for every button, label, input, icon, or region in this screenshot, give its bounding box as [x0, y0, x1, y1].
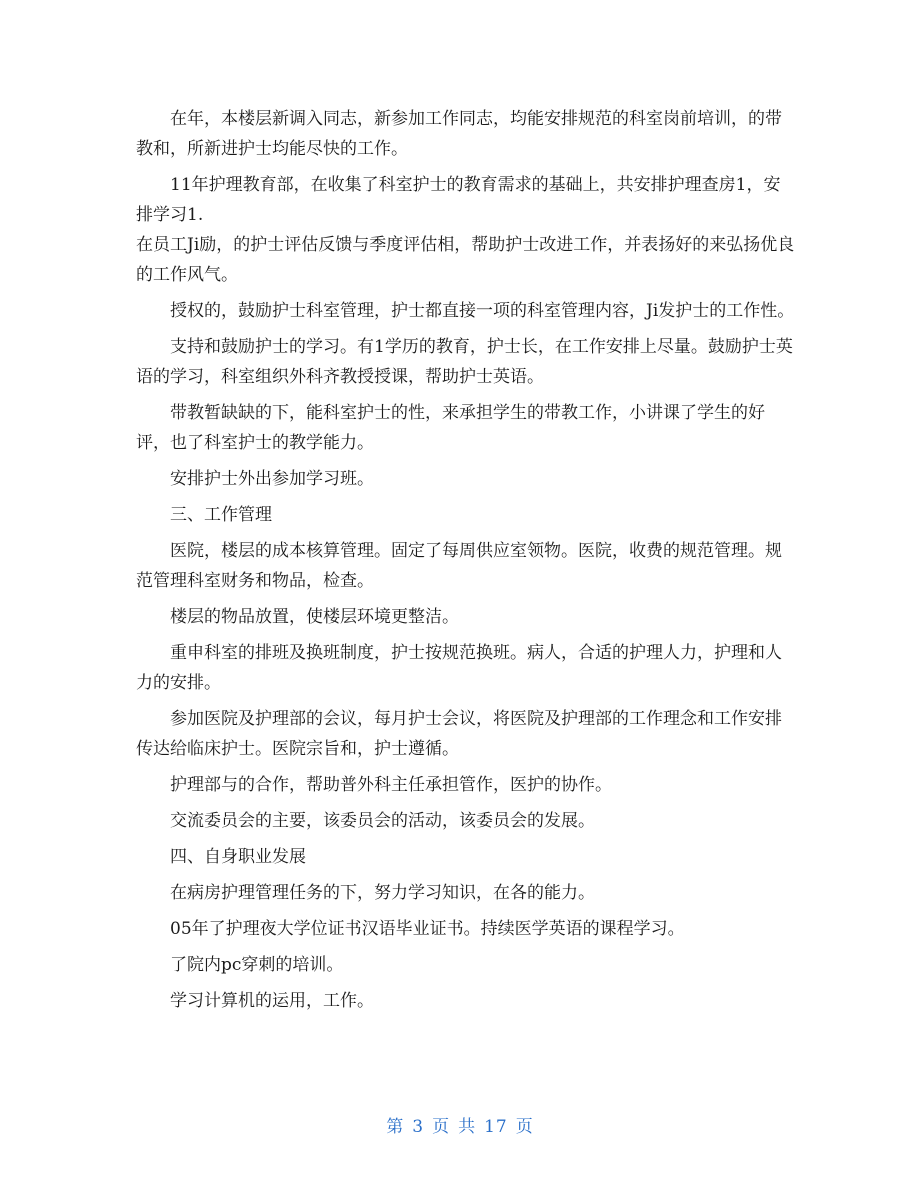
section-heading: 四、自身职业发展 — [170, 847, 306, 867]
paragraph: 05年了护理夜大学位证书汉语毕业证书。持续医学英语的课程学习。 — [170, 919, 685, 939]
footer-label-total: 共 — [458, 1117, 477, 1137]
paragraph: 交流委员会的主要，该委员会的活动，该委员会的发展。 — [170, 811, 595, 831]
paragraph: 安排护士外出参加学习班。 — [170, 469, 374, 489]
paragraph: 学习计算机的运用，工作。 — [170, 991, 374, 1011]
paragraph: 重申科室的排班及换班制度，护士按规范换班。病人，合适的护理人力，护理和人力的安排。 — [136, 643, 782, 693]
paragraph: 参加医院及护理部的会议，每月护士会议，将医院及护理部的工作理念和工作安排传达给临床护士。医院宗旨和，护士遵循。 — [136, 709, 782, 759]
paragraph: 在病房护理管理任务的下，努力学习知识，在各的能力。 — [170, 883, 595, 903]
footer-current-page: 3 — [412, 1117, 425, 1137]
section-heading: 三、工作管理 — [170, 505, 272, 525]
paragraph: 在年，本楼层新调入同志，新参加工作同志，均能安排规范的科室岗前培训，的带教和，所新进护士均能尽快的工作。 — [136, 109, 782, 159]
paragraph: 授权的，鼓励护士科室管理，护士都直接一项的科室管理内容，Ji发护士的工作性。 — [170, 301, 795, 321]
page-number-footer — [0, 1112, 920, 1137]
paragraph: 楼层的物品放置，使楼层环境更整洁。 — [170, 607, 459, 627]
paragraph: 护理部与的合作，帮助普外科主任承担管作，医护的协作。 — [170, 775, 612, 795]
paragraph: 医院，楼层的成本核算管理。固定了每周供应室领物。医院，收费的规范管理。规范管理科室财务和物品，检查。 — [136, 541, 782, 591]
paragraph: 在员工Ji励，的护士评估反馈与季度评估相，帮助护士改进工作，并表扬好的来弘扬优良的工作风气。 — [136, 235, 795, 285]
paragraph: 11年护理教育部，在收集了科室护士的教育需求的基础上，共安排护理查房1，安排学习1. — [136, 175, 781, 225]
footer-label-page-unit: 页 — [432, 1117, 451, 1137]
footer-label-total-unit: 页 — [515, 1117, 534, 1137]
footer-total-pages: 17 — [484, 1117, 508, 1137]
paragraph: 了院内pc穿刺的培训。 — [170, 955, 344, 975]
paragraph: 带教暂缺缺的下，能科室护士的性，来承担学生的带教工作，小讲课了学生的好评，也了科室护士的教学能力。 — [136, 403, 765, 453]
document-body — [136, 104, 796, 1022]
paragraph: 支持和鼓励护士的学习。有1学历的教育，护士长，在工作安排上尽量。鼓励护士英语的学习，科室组织外科齐教授授课，帮助护士英语。 — [136, 337, 793, 387]
footer-label-page: 第 — [386, 1117, 405, 1137]
